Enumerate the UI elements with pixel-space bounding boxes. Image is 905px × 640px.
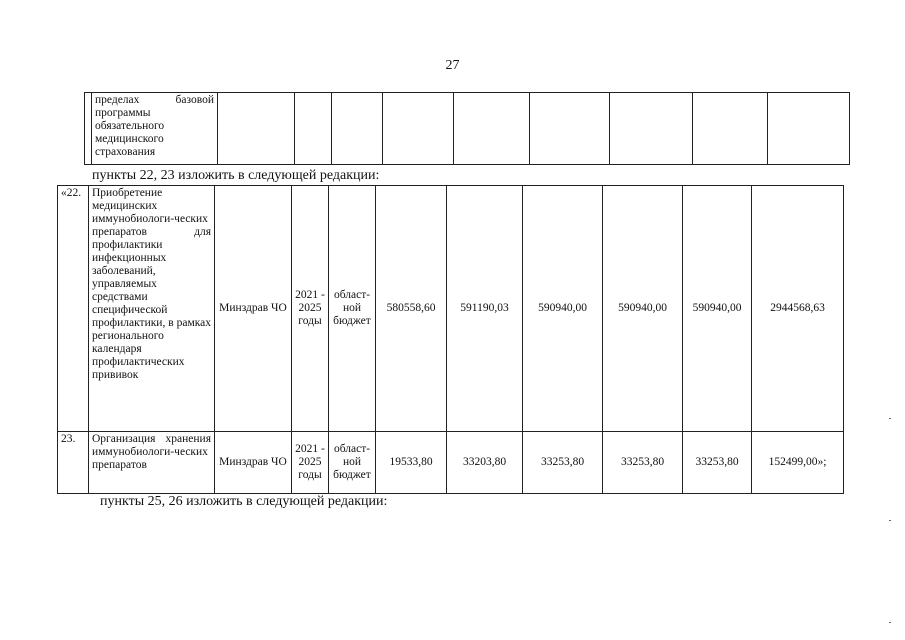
- cell-value: 591190,03: [447, 186, 523, 432]
- instruction-text: пункты 25, 26 изложить в следующей редакции:: [100, 494, 388, 509]
- page-number: 27: [445, 58, 460, 73]
- cell-num: 23.: [58, 432, 89, 494]
- cell-value: [693, 93, 768, 165]
- cell-num: [85, 93, 92, 165]
- table-row: [58, 432, 844, 494]
- cell-executor: Минздрав ЧО: [215, 186, 292, 432]
- cell-value: [383, 93, 454, 165]
- cell-value: 580558,60: [376, 186, 447, 432]
- table-row: [85, 93, 850, 165]
- cell-name: Организация хранения иммунобиологи-ческих препаратов: [89, 432, 215, 494]
- scan-speck: [889, 622, 891, 623]
- cell-executor: [218, 93, 295, 165]
- scan-speck: [889, 418, 891, 419]
- instruction-text: пункты 22, 23 изложить в следующей редакции:: [92, 168, 380, 183]
- cell-source: [332, 93, 383, 165]
- table-row-22: [57, 185, 844, 432]
- cell-value: 152499,00»;: [752, 432, 844, 494]
- cell-value: [454, 93, 530, 165]
- cell-value: 33253,80: [603, 432, 683, 494]
- cell-value: 590940,00: [523, 186, 603, 432]
- cell-value: 590940,00: [603, 186, 683, 432]
- cell-period: 2021 - 2025 годы: [292, 432, 329, 494]
- cell-value: 33253,80: [523, 432, 603, 494]
- cell-value: [530, 93, 610, 165]
- table-row-23: [57, 431, 844, 494]
- cell-value: 33203,80: [447, 432, 523, 494]
- cell-value: 590940,00: [683, 186, 752, 432]
- scan-speck: [889, 520, 891, 521]
- cell-value: [768, 93, 850, 165]
- cell-name: Приобретение медицинских иммунобиологи-ческих препаратов для профилактики инфекционных заболеваний, управляемых средствами специфической профилактики, в рамках регионального календаря профилактических прививок: [89, 186, 215, 432]
- cell-value: 33253,80: [683, 432, 752, 494]
- cell-description: пределах базовой программы обязательного медицинского страхования: [92, 93, 218, 165]
- cell-source: област-ной бюджет: [329, 432, 376, 494]
- cell-executor: Минздрав ЧО: [215, 432, 292, 494]
- cell-value: 19533,80: [376, 432, 447, 494]
- cell-period: 2021 - 2025 годы: [292, 186, 329, 432]
- cell-source: област-ной бюджет: [329, 186, 376, 432]
- cell-value: 2944568,63: [752, 186, 844, 432]
- cell-num: «22.: [58, 186, 89, 432]
- table-continuation: [84, 92, 850, 165]
- cell-value: [610, 93, 693, 165]
- table-row: [58, 186, 844, 432]
- cell-period: [295, 93, 332, 165]
